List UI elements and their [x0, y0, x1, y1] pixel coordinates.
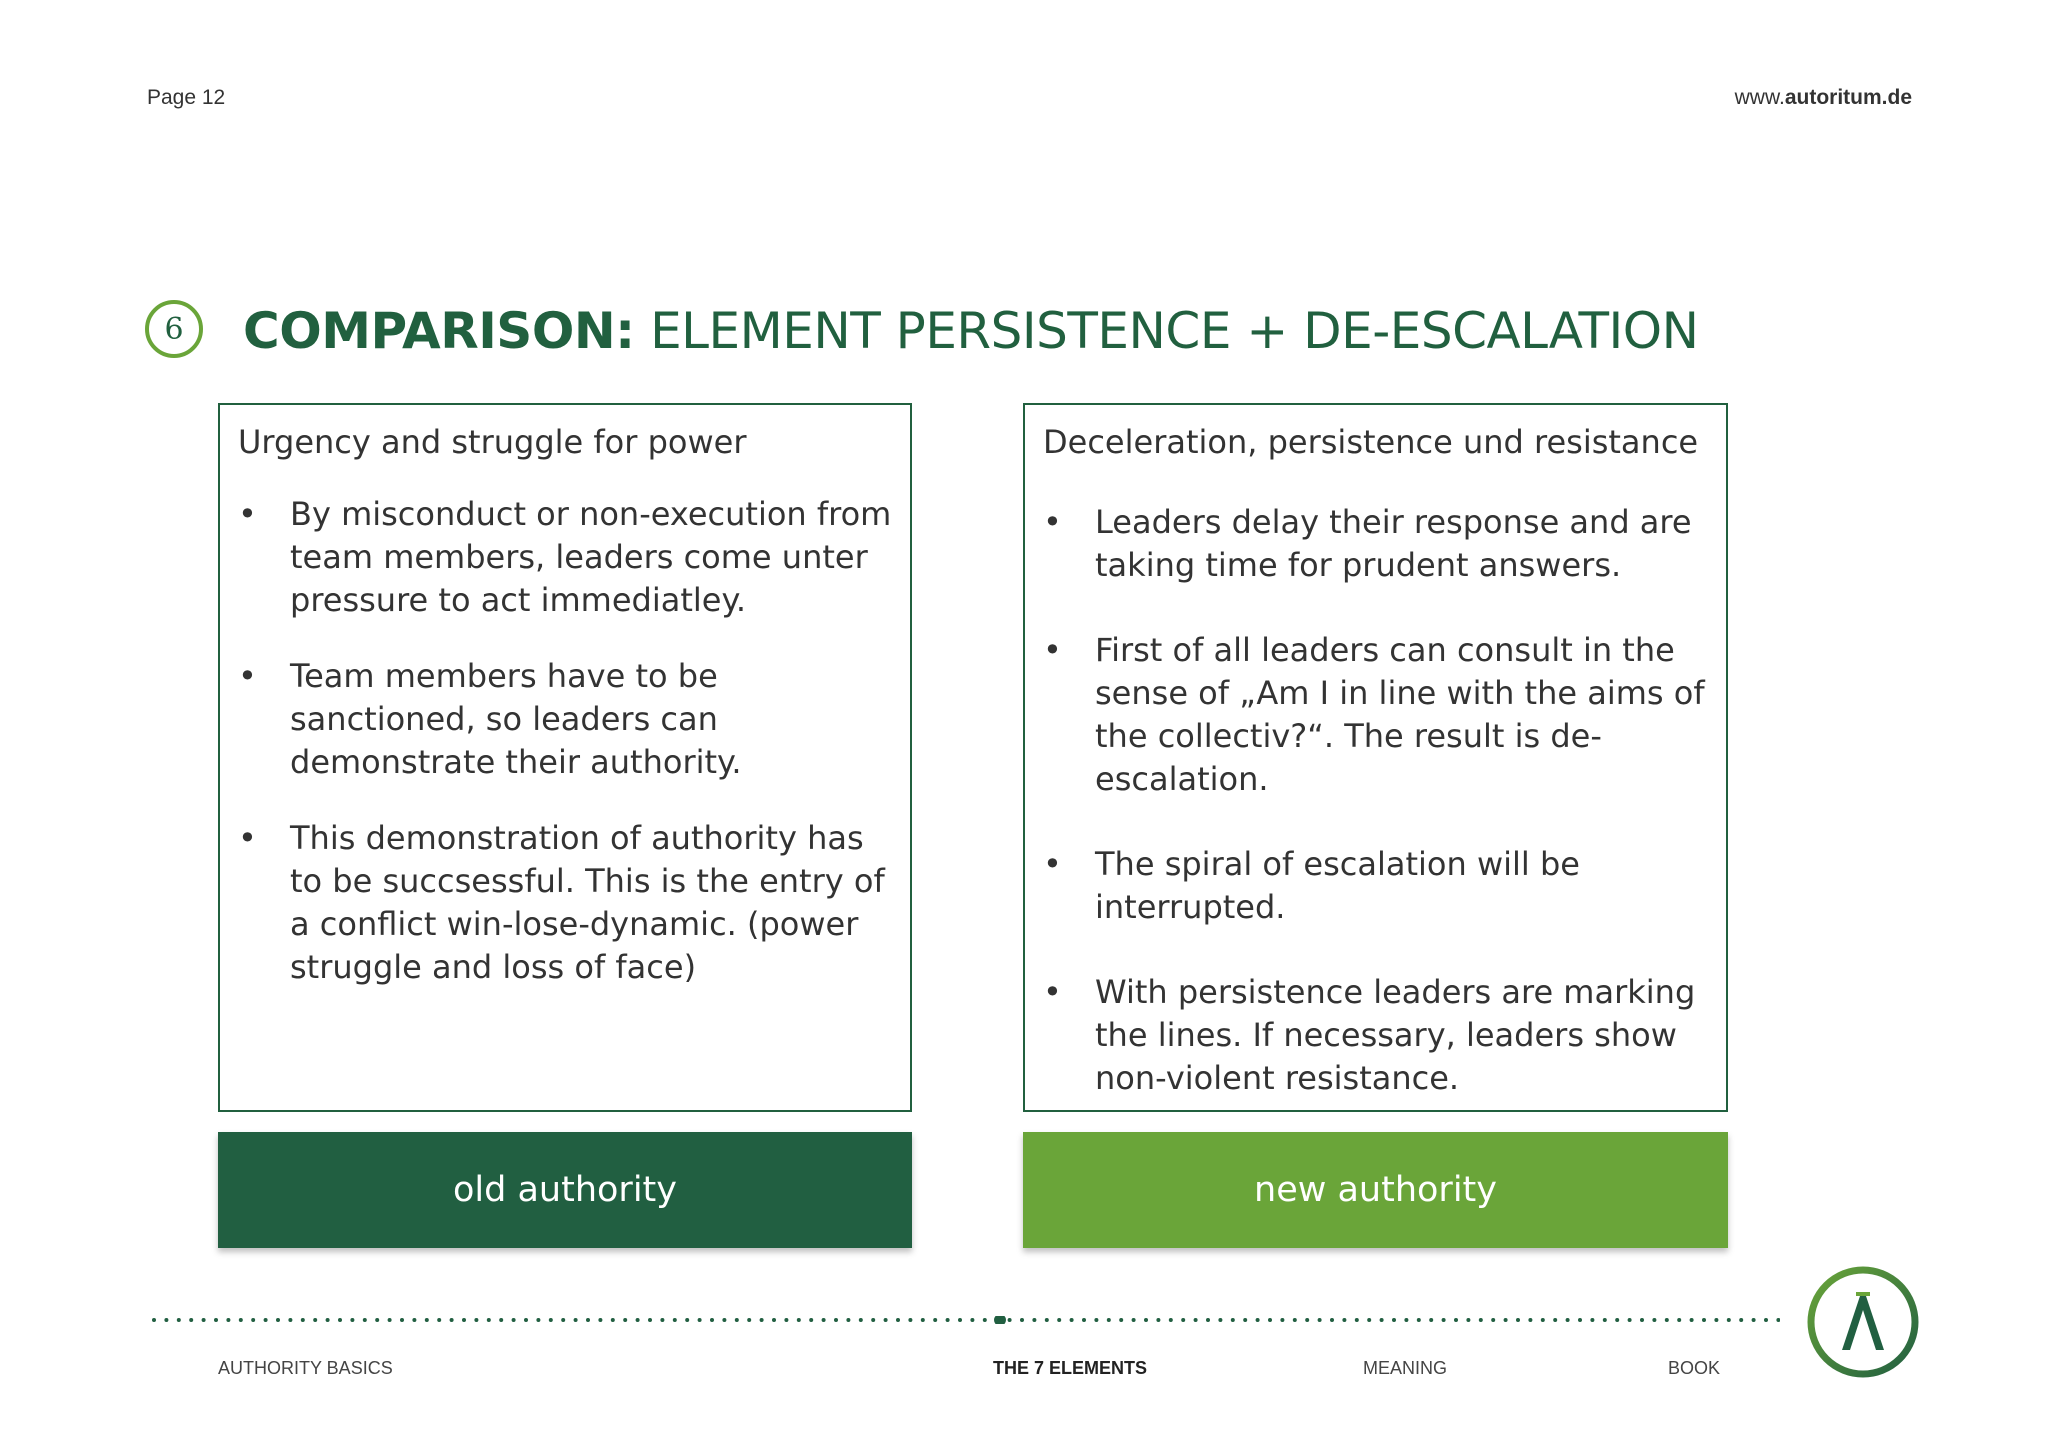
nav-dot: [1404, 1318, 1408, 1322]
nav-dot: [276, 1318, 280, 1322]
nav-dot: [946, 1318, 950, 1322]
nav-dot: [1739, 1318, 1743, 1322]
nav-dot: [1119, 1318, 1123, 1322]
nav-dot: [450, 1318, 454, 1322]
list-item: [1043, 629, 1710, 801]
nav-dot: [1094, 1318, 1098, 1322]
nav-dot: [350, 1318, 354, 1322]
nav-the-7-elements[interactable]: THE 7 ELEMENTS: [993, 1358, 1148, 1378]
nav-dot: [1305, 1318, 1309, 1322]
nav-dot: [549, 1318, 553, 1322]
autoritum-logo-icon[interactable]: [1806, 1262, 1920, 1382]
nav-dot: [1479, 1318, 1483, 1322]
nav-dot: [673, 1318, 677, 1322]
nav-dot: [908, 1318, 912, 1322]
new-authority-panel: [1023, 403, 1728, 1112]
list-item: [1043, 971, 1710, 1100]
nav-dot: [1082, 1318, 1086, 1322]
nav-dot: [710, 1318, 714, 1322]
nav-dot: [1566, 1318, 1570, 1322]
nav-dot: [177, 1318, 181, 1322]
nav-dot: [1491, 1318, 1495, 1322]
nav-dot: [611, 1318, 615, 1322]
nav-authority-basics[interactable]: AUTHORITY BASICS: [218, 1358, 393, 1378]
nav-dot: [1070, 1318, 1074, 1322]
nav-dot: [1665, 1318, 1669, 1322]
nav-dot: [735, 1318, 739, 1322]
nav-dot: [623, 1318, 627, 1322]
nav-dot: [958, 1318, 962, 1322]
nav-dot: [809, 1318, 813, 1322]
nav-dot: [1504, 1318, 1508, 1322]
list-item-text: Team members have to be sanctioned, so leaders can demonstrate their authority.: [290, 657, 742, 781]
nav-dot: [921, 1318, 925, 1322]
nav-dot: [1752, 1318, 1756, 1322]
list-item-text: With persistence leaders are marking the lines. If necessary, leaders show non-violent resistance.: [1095, 973, 1696, 1097]
nav-dot: [1764, 1318, 1768, 1322]
nav-meaning[interactable]: MEANING: [1363, 1358, 1448, 1378]
nav-dot: [1318, 1318, 1322, 1322]
nav-dot: [202, 1318, 206, 1322]
nav-dot: [648, 1318, 652, 1322]
panel-heading: Urgency and struggle for power: [238, 423, 747, 461]
nav-dot: [499, 1318, 503, 1322]
page-title-bold: COMPARISON:: [243, 302, 635, 360]
nav-dot: [524, 1318, 528, 1322]
nav-dot: [1590, 1318, 1594, 1322]
nav-dot: [747, 1318, 751, 1322]
nav-dot: [1020, 1318, 1024, 1322]
nav-dot: [536, 1318, 540, 1322]
nav-dot: [425, 1318, 429, 1322]
nav-dot: [474, 1318, 478, 1322]
nav-dot: [1541, 1318, 1545, 1322]
page-number: Page 12: [147, 86, 226, 109]
nav-dot: [1429, 1318, 1433, 1322]
nav-dot: [375, 1318, 379, 1322]
nav-dot: [214, 1318, 218, 1322]
nav-dot: [1380, 1318, 1384, 1322]
nav-dot: [487, 1318, 491, 1322]
nav-dot: [226, 1318, 230, 1322]
nav-dot: [1355, 1318, 1359, 1322]
list-item-text: First of all leaders can consult in the sense of „Am I in line with the aims of the collectiv?“. The result is de-escalation.: [1095, 631, 1705, 798]
nav-dot: [859, 1318, 863, 1322]
nav-dot: [1578, 1318, 1582, 1322]
nav-dot: [1181, 1318, 1185, 1322]
nav-dot: [1206, 1318, 1210, 1322]
nav-dot: [1032, 1318, 1036, 1322]
nav-dot: [1628, 1318, 1632, 1322]
new-authority-label: new authority: [1023, 1132, 1728, 1248]
nav-dot: [189, 1318, 193, 1322]
nav-dot: [239, 1318, 243, 1322]
nav-dot: [152, 1318, 156, 1322]
bullet-icon: •: [1043, 973, 1062, 1011]
list-item: [238, 655, 894, 784]
nav-dot: [598, 1318, 602, 1322]
nav-dot: [574, 1318, 578, 1322]
nav-dot: [1727, 1318, 1731, 1322]
bullet-icon: •: [1043, 631, 1062, 669]
nav-dot: [1156, 1318, 1160, 1322]
nav-dot: [1640, 1318, 1644, 1322]
nav-dot: [1330, 1318, 1334, 1322]
nav-dot: [326, 1318, 330, 1322]
nav-dot: [1553, 1318, 1557, 1322]
nav-dot: [1516, 1318, 1520, 1322]
bullet-list: [1043, 501, 1710, 1100]
old-authority-panel: [218, 403, 912, 1112]
nav-dot: [1045, 1318, 1049, 1322]
nav-dot: [1677, 1318, 1681, 1322]
nav-dot: [1268, 1318, 1272, 1322]
nav-dot: [1776, 1318, 1780, 1322]
nav-dot: [797, 1318, 801, 1322]
nav-dot: [437, 1318, 441, 1322]
nav-dot: [722, 1318, 726, 1322]
nav-dot: [1528, 1318, 1532, 1322]
nav-dot: [164, 1318, 168, 1322]
nav-dot: [970, 1318, 974, 1322]
nav-dot: [884, 1318, 888, 1322]
nav-dot: [896, 1318, 900, 1322]
list-item: [238, 817, 894, 989]
nav-dot: [1243, 1318, 1247, 1322]
list-item-text: This demonstration of authority has to be succsessful. This is the entry of a conflict win-lose-dynamic. (power struggle and loss of face): [290, 819, 885, 986]
bullet-list: [238, 493, 894, 989]
nav-dot: [338, 1318, 342, 1322]
nav-dot: [1603, 1318, 1607, 1322]
nav-dot: [1615, 1318, 1619, 1322]
nav-dot: [760, 1318, 764, 1322]
nav-dot: [1454, 1318, 1458, 1322]
nav-dot: [772, 1318, 776, 1322]
site-url[interactable]: [1735, 86, 1912, 110]
nav-dot: [1652, 1318, 1656, 1322]
nav-dot: [1256, 1318, 1260, 1322]
nav-dot: [1218, 1318, 1222, 1322]
nav-dot: [834, 1318, 838, 1322]
nav-dot: [660, 1318, 664, 1322]
nav-progress-dots: [150, 1316, 1780, 1324]
nav-dot: [288, 1318, 292, 1322]
nav-dot: [1144, 1318, 1148, 1322]
nav-dot: [1690, 1318, 1694, 1322]
nav-dot: [1466, 1318, 1470, 1322]
list-item-text: The spiral of escalation will be interrupted.: [1095, 845, 1580, 926]
nav-dot: [301, 1318, 305, 1322]
bullet-icon: •: [1043, 845, 1062, 883]
bullet-icon: •: [1043, 503, 1062, 541]
nav-dot: [462, 1318, 466, 1322]
nav-dot: [1280, 1318, 1284, 1322]
site-url-prefix: www.: [1734, 86, 1785, 109]
nav-dot: [1367, 1318, 1371, 1322]
nav-dot: [1231, 1318, 1235, 1322]
nav-dot: [313, 1318, 317, 1322]
nav-dot: [586, 1318, 590, 1322]
nav-dot: [412, 1318, 416, 1322]
nav-dot: [636, 1318, 640, 1322]
nav-dot: [1342, 1318, 1346, 1322]
nav-dot: [1107, 1318, 1111, 1322]
nav-dot: [983, 1318, 987, 1322]
nav-dot: [1417, 1318, 1421, 1322]
nav-dot: [822, 1318, 826, 1322]
nav-dot: [264, 1318, 268, 1322]
nav-dot: [933, 1318, 937, 1322]
nav-dot: [846, 1318, 850, 1322]
nav-dot: [1194, 1318, 1198, 1322]
panel-heading: Deceleration, persistence und resistance: [1043, 423, 1699, 461]
nav-dot: [784, 1318, 788, 1322]
nav-book[interactable]: BOOK: [1668, 1358, 1721, 1378]
bullet-icon: •: [238, 819, 257, 857]
site-url-domain: autoritum.de: [1784, 86, 1912, 109]
list-item: [1043, 843, 1710, 929]
nav-dot: [388, 1318, 392, 1322]
page-title: [243, 302, 1699, 360]
nav-dot: [1132, 1318, 1136, 1322]
nav-dot: [871, 1318, 875, 1322]
list-item: [1043, 501, 1710, 587]
nav-dot: [363, 1318, 367, 1322]
section-number-badge: 6: [145, 300, 203, 358]
page-title-rest: ELEMENT PERSISTENCE + DE-ESCALATION: [634, 302, 1699, 360]
nav-dot: [561, 1318, 565, 1322]
nav-dot: [1169, 1318, 1173, 1322]
list-item-text: Leaders delay their response and are taking time for prudent answers.: [1095, 503, 1692, 584]
nav-dot: [1293, 1318, 1297, 1322]
nav-current-position-marker: [994, 1316, 1006, 1324]
nav-dot: [698, 1318, 702, 1322]
nav-dot: [1442, 1318, 1446, 1322]
bullet-icon: •: [238, 657, 257, 695]
nav-dot: [251, 1318, 255, 1322]
nav-dot: [1392, 1318, 1396, 1322]
nav-dot: [1702, 1318, 1706, 1322]
bullet-icon: •: [238, 495, 257, 533]
old-authority-label: old authority: [218, 1132, 912, 1248]
nav-dot: [1714, 1318, 1718, 1322]
nav-dot: [685, 1318, 689, 1322]
list-item: [238, 493, 894, 622]
nav-dot: [1008, 1318, 1012, 1322]
nav-dot: [1057, 1318, 1061, 1322]
nav-dot: [512, 1318, 516, 1322]
nav-dot: [400, 1318, 404, 1322]
list-item-text: By misconduct or non-execution from team members, leaders come unter pressure to act immediatley.: [290, 495, 892, 619]
